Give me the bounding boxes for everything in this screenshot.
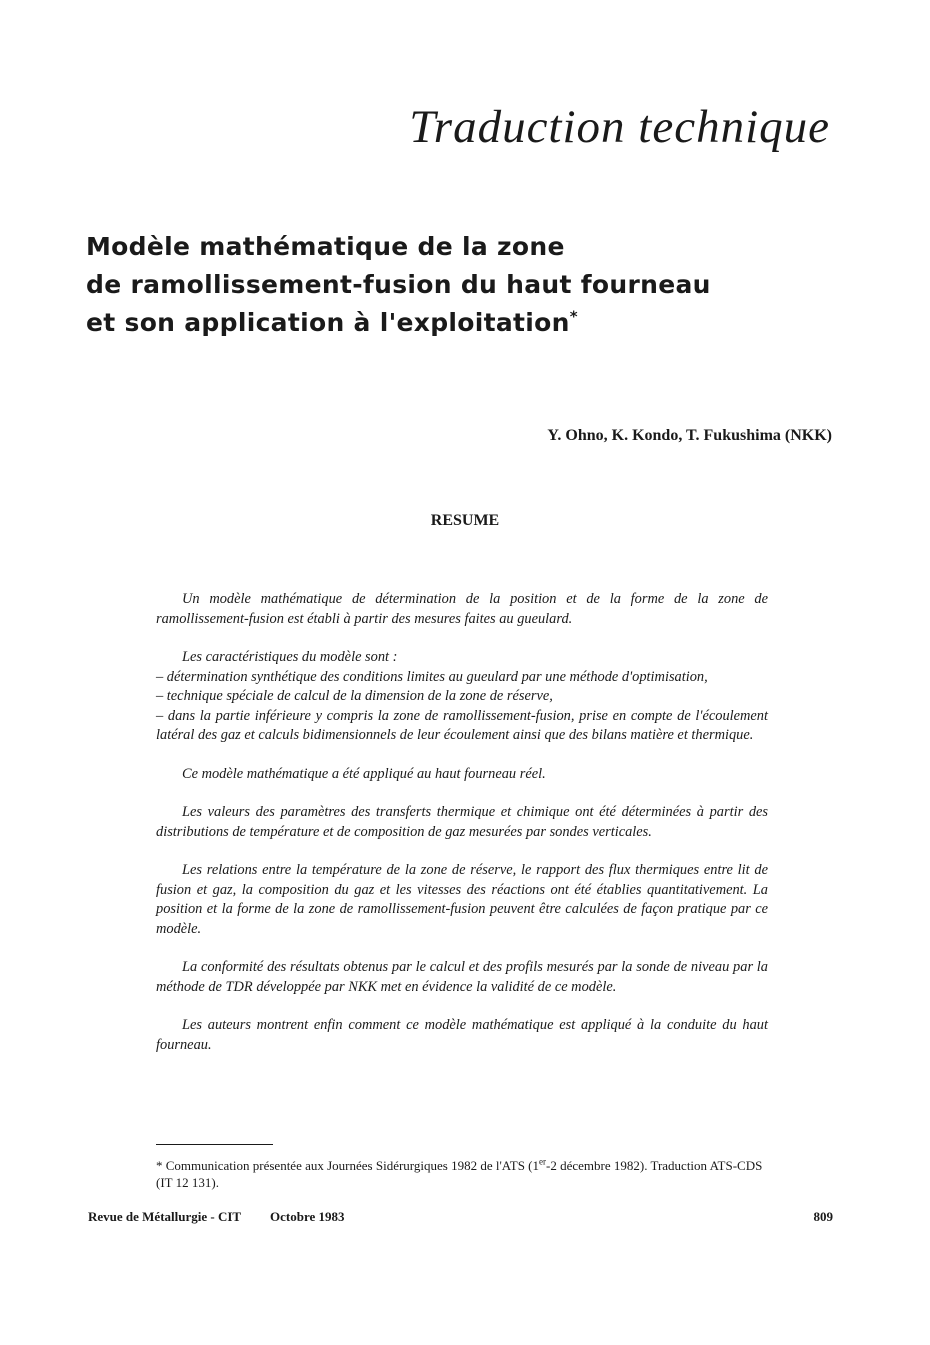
abstract-paragraph-1: Un modèle mathématique de détermination de la position et de la forme de la zone de ramollissement-fusion est établi à partir des mesures faites au gueulard. — [156, 591, 768, 627]
footnote-marker: * — [569, 307, 578, 326]
page-number: 809 — [813, 1209, 833, 1224]
abstract-feature-1: – détermination synthétique des conditions limites au gueulard par une méthode d'optimisation, — [156, 668, 708, 685]
article-title — [86, 228, 806, 342]
abstract-paragraph-5: Les relations entre la température de la zone de réserve, le rapport des flux thermiques entre lit de fusion et gaz, la composition du gaz et les vitesses des réactions ont été établies quantitativement. La position et la forme de la zone de ramollissement-fusion peuvent être calculées de façon pratique par ce modèle. — [156, 862, 768, 937]
abstract-paragraph-3: Ce modèle mathématique a été appliqué au haut fourneau réel. — [182, 765, 546, 782]
abstract-paragraph-4: Les valeurs des paramètres des transferts thermique et chimique ont été déterminées à partir des distributions de température et de composition de gaz mesurées par sondes verticales. — [156, 804, 768, 840]
footnote-superscript: er — [539, 1156, 547, 1167]
article-title-line-1: Modèle mathématique de la zone — [86, 232, 565, 261]
footnote-text — [156, 1157, 768, 1191]
abstract-features-intro: Les caractéristiques du modèle sont : — [182, 649, 398, 665]
resume-heading: RESUME — [430, 512, 500, 529]
authors: Y. Ohno, K. Kondo, T. Fukushima (NKK) — [547, 427, 832, 444]
section-title: Traduction technique — [409, 101, 830, 153]
footnote — [156, 1157, 768, 1191]
abstract — [156, 590, 768, 1055]
abstract-feature-3: – dans la partie inférieure y compris la zone de ramollissement-fusion, prise en compte de l'écoulement latéral des gaz et calculs bidimensionnels de leur écoulement ainsi que des bilans matière et thermique. — [156, 707, 768, 743]
journal-name: Revue de Métallurgie - CIT — [88, 1209, 242, 1224]
abstract-paragraph-6: La conformité des résultats obtenus par le calcul et des profils mesurés par la sonde de niveau par la méthode de TDR développée par NKK met en évidence la validité de ce modèle. — [156, 959, 768, 995]
footnote-divider — [156, 1144, 273, 1145]
footnote-text-before: * Communication présentée aux Journées Sidérurgiques 1982 de l'ATS (1 — [156, 1158, 540, 1173]
footnote-text-after: -2 décembre 1982). Traduction ATS-CDS (IT 12 131). — [156, 1158, 763, 1190]
article-title-line-2: de ramollissement-fusion du haut fourneau — [86, 270, 711, 299]
article-title-line-3-text: et son application à l'exploitation — [86, 308, 570, 337]
article-title-line-3 — [86, 304, 806, 342]
issue-date: Octobre 1983 — [270, 1209, 345, 1224]
abstract-feature-2: – technique spéciale de calcul de la dimension de la zone de réserve, — [156, 688, 553, 704]
abstract-paragraph-7: Les auteurs montrent enfin comment ce modèle mathématique est appliqué à la conduite du haut fourneau. — [156, 1017, 768, 1053]
